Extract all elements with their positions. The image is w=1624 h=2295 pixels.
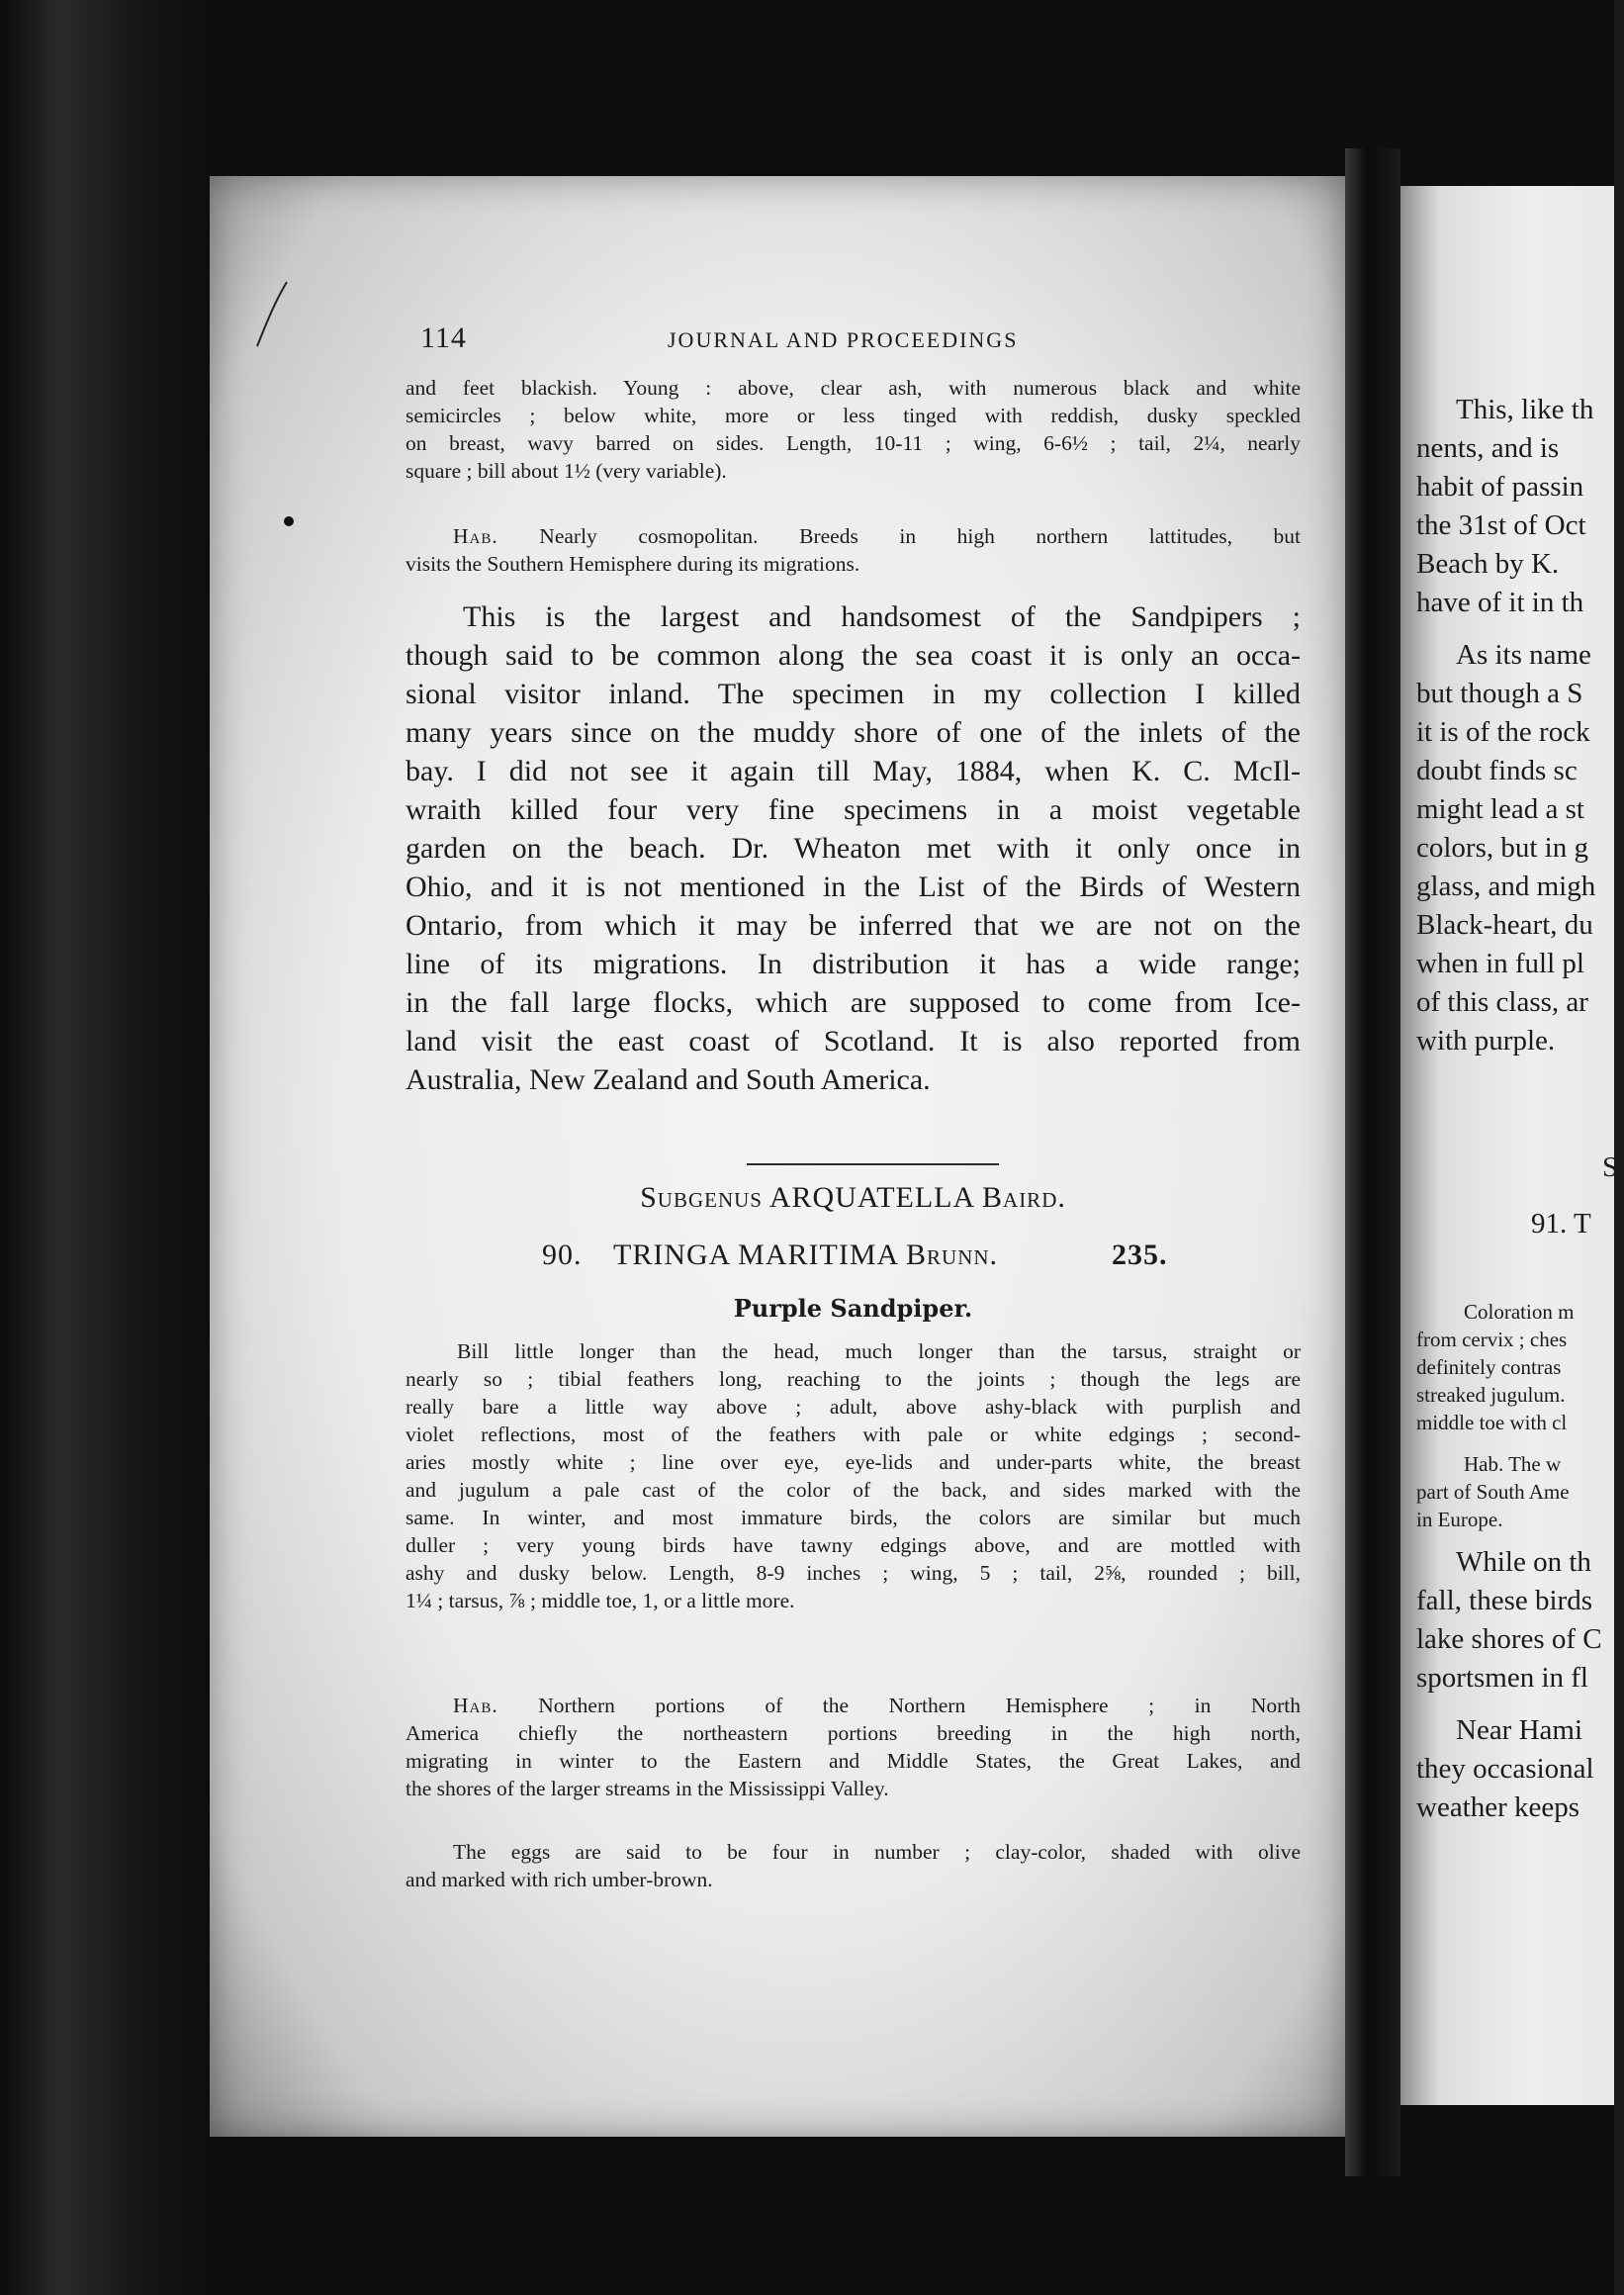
- species-reference-number: 235.: [1112, 1239, 1168, 1271]
- text-line: While on th: [1456, 1546, 1591, 1578]
- text-line: sional visitor inland. The specimen in my collection I killed: [406, 678, 1301, 710]
- right-subgenus-fragment: S: [1602, 1151, 1619, 1183]
- text-line: wraith killed four very fine specimens in a moist vegetable: [406, 793, 1301, 826]
- text-line: land visit the east coast of Scotland. It is also reported from: [406, 1025, 1301, 1057]
- continued-description: [406, 374, 1301, 485]
- habitat-paragraph: [406, 522, 1301, 578]
- text-line: but though a S: [1416, 678, 1583, 709]
- text-line: The eggs are said to be four in number ; clay-color, shaded with olive: [453, 1840, 1301, 1864]
- text-line: really bare a little way above ; adult, above ashy-black with purplish and: [406, 1395, 1301, 1419]
- right-hab: [1416, 1450, 1624, 1533]
- section-divider: [747, 1163, 999, 1165]
- text-line: violet reflections, most of the feathers with pale or white edgings ; second-: [406, 1423, 1301, 1446]
- essay-paragraph: [406, 597, 1301, 1099]
- text-line: same. In winter, and most immature birds, the colors are similar but much: [406, 1506, 1301, 1529]
- text-line: bay. I did not see it again till May, 1884, when K. C. McIl-: [406, 755, 1301, 787]
- text-line: Australia, New Zealand and South America.: [406, 1063, 931, 1096]
- right-species-fragment: 91. T: [1531, 1208, 1591, 1239]
- right-block-3: [1416, 1298, 1624, 1436]
- text-line: Black-heart, du: [1416, 909, 1593, 941]
- text-line: glass, and migh: [1416, 871, 1596, 902]
- text-line: sportsmen in fl: [1416, 1662, 1588, 1694]
- running-head: JOURNAL AND PROCEEDINGS: [668, 327, 1019, 352]
- text-line: of this class, ar: [1416, 986, 1588, 1018]
- text-line: duller ; very young birds have tawny edgings above, and are mottled with: [406, 1533, 1301, 1557]
- text-line: lake shores of C: [1416, 1623, 1602, 1655]
- text-line: As its name: [1456, 639, 1591, 671]
- habitat-label: Hab.: [453, 1694, 498, 1717]
- text-line: many years since on the muddy shore of one of the inlets of the: [406, 716, 1301, 749]
- page-header: [420, 321, 1301, 361]
- text-line: Ontario, from which it may be inferred that we are not on the: [406, 909, 1301, 942]
- text-line: and jugulum a pale cast of the color of the back, and sides marked with the: [406, 1478, 1301, 1502]
- text-line: part of South Ame: [1416, 1480, 1570, 1504]
- text-line: weather keeps: [1416, 1791, 1580, 1823]
- text-line: though said to be common along the sea coast it is only an occa-: [406, 639, 1301, 672]
- habitat-paragraph: [406, 1692, 1301, 1802]
- text-line: nearly so ; tibial feathers long, reaching to the joints ; though the legs are: [406, 1367, 1301, 1391]
- habitat-text: Northern portions of the Northern Hemisphere ; in North: [538, 1694, 1301, 1717]
- species-heading: [406, 1239, 1301, 1278]
- right-block-2: [1416, 636, 1624, 1060]
- text-line: ashy and dusky below. Length, 8-9 inches ; wing, 5 ; tail, 2⅝, rounded ; bill,: [406, 1561, 1301, 1585]
- right-block-5: [1416, 1711, 1624, 1827]
- common-name: Purple Sandpiper.: [733, 1294, 973, 1323]
- species-number: 90.: [542, 1239, 583, 1271]
- text-line: they occasional: [1416, 1753, 1594, 1785]
- text-line: garden on the beach. Dr. Wheaton met with it only once in: [406, 832, 1301, 865]
- right-page-text: [1416, 391, 1624, 1827]
- species-author: Brunn.: [906, 1239, 999, 1271]
- text-line: [406, 1692, 1301, 1719]
- text-line: Coloration m: [1464, 1300, 1575, 1324]
- text-line: Near Hami: [1456, 1714, 1583, 1746]
- text-line: the shores of the larger streams in the Mississippi Valley.: [406, 1777, 889, 1800]
- species-binomial: TRINGA MARITIMA: [613, 1239, 898, 1271]
- text-line: Ohio, and it is not mentioned in the List of the Birds of Western: [406, 871, 1301, 903]
- text-line: line of its migrations. In distribution it has a wide range;: [406, 948, 1301, 980]
- text-line: on breast, wavy barred on sides. Length, 10-11 ; wing, 6-6½ ; tail, 2¼, nearly: [406, 431, 1301, 455]
- text-line: Hab. The w: [1464, 1452, 1562, 1476]
- text-line: America chiefly the northeastern portions breeding in the high north,: [406, 1721, 1301, 1745]
- text-line: the 31st of Oct: [1416, 509, 1586, 541]
- text-line: This is the largest and handsomest of the Sandpipers ;: [463, 600, 1301, 633]
- habitat-label: Hab.: [453, 524, 498, 548]
- text-line: from cervix ; ches: [1416, 1328, 1568, 1351]
- text-line: semicircles ; below white, more or less tinged with reddish, dusky speckled: [406, 404, 1301, 427]
- margin-dot: [282, 514, 296, 528]
- page-gutter: [1345, 148, 1400, 2176]
- text-line: square ; bill about 1½ (very variable).: [406, 459, 727, 483]
- text-line: when in full pl: [1416, 948, 1584, 979]
- habitat-text: Nearly cosmopolitan. Breeds in high northern lattitudes, but: [539, 524, 1301, 548]
- eggs-paragraph: [406, 1838, 1301, 1893]
- text-line: and feet blackish. Young : above, clear ash, with numerous black and white: [406, 376, 1301, 400]
- subgenus-heading: [406, 1181, 1301, 1215]
- text-line: it is of the rock: [1416, 716, 1590, 748]
- text-line: definitely contras: [1416, 1355, 1562, 1379]
- text-line: colors, but in g: [1416, 832, 1588, 864]
- species-name: [613, 1239, 998, 1272]
- text-line: visits the Southern Hemisphere during its migrations.: [406, 552, 860, 576]
- text-line: fall, these birds: [1416, 1585, 1592, 1616]
- text-line: [406, 522, 1301, 550]
- subgenus-author: Baird.: [982, 1181, 1066, 1214]
- page-number: 114: [420, 321, 467, 354]
- subgenus-name: ARQUATELLA: [768, 1181, 974, 1214]
- text-line: and marked with rich umber-brown.: [406, 1868, 713, 1891]
- text-line: habit of passin: [1416, 471, 1584, 503]
- text-line: aries mostly white ; line over eye, eye-lids and under-parts white, the breast: [406, 1450, 1301, 1474]
- right-block-1: [1416, 391, 1624, 622]
- right-block-4: [1416, 1543, 1624, 1698]
- text-line: Beach by K.: [1416, 548, 1560, 580]
- subgenus-prefix: Subgenus: [640, 1181, 763, 1214]
- text-line: middle toe with cl: [1416, 1411, 1568, 1434]
- species-description: [406, 1337, 1301, 1614]
- text-line: streaked jugulum.: [1416, 1383, 1566, 1407]
- text-line: nents, and is: [1416, 432, 1560, 464]
- text-line: have of it in th: [1416, 587, 1584, 618]
- text-line: Bill little longer than the head, much longer than the tarsus, straight or: [457, 1339, 1301, 1363]
- text-line: might lead a st: [1416, 793, 1584, 825]
- text-line: with purple.: [1416, 1025, 1556, 1056]
- text-line: This, like th: [1456, 394, 1594, 425]
- text-line: doubt finds sc: [1416, 755, 1578, 786]
- text-line: in Europe.: [1416, 1508, 1503, 1531]
- text-line: in the fall large flocks, which are supposed to come from Ice-: [406, 986, 1301, 1019]
- text-line: 1¼ ; tarsus, ⅞ ; middle toe, 1, or a little more.: [406, 1589, 795, 1612]
- text-line: migrating in winter to the Eastern and Middle States, the Great Lakes, and: [406, 1749, 1301, 1773]
- margin-pen-stroke: [247, 277, 297, 356]
